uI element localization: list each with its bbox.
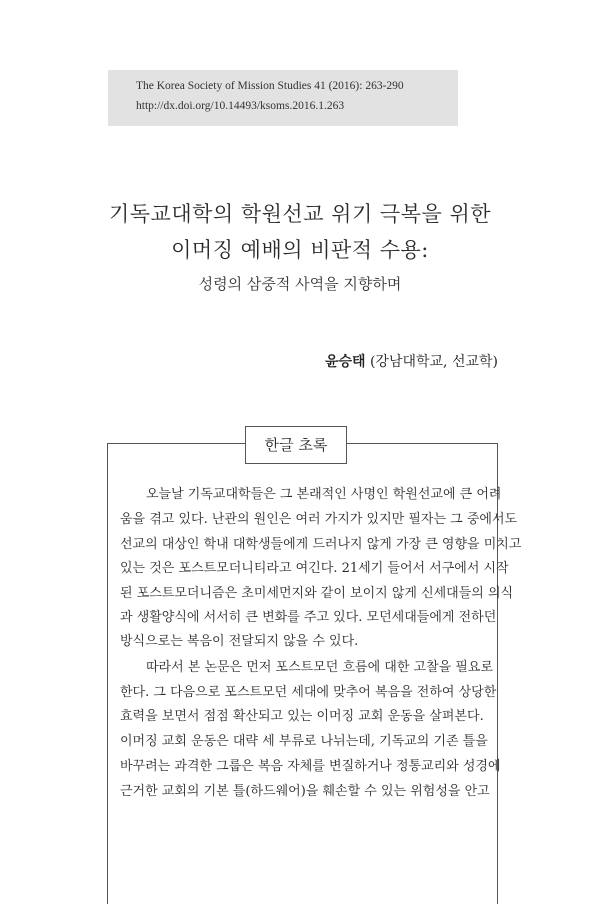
paper-title-line-1: 기독교대학의 학원선교 위기 극복을 위한 [108, 202, 492, 226]
paper-subtitle: 성령의 삼중적 사역을 지향하며 [198, 275, 402, 293]
abstract-line: 근거한 교회의 기본 틀(하드웨어)을 훼손할 수 있는 위험성을 안고 [120, 784, 490, 799]
abstract-line: 효력을 보면서 점점 확산되고 있는 이머징 교회 운동을 살펴본다. [120, 709, 484, 724]
author-block [325, 351, 498, 371]
abstract-line: 이머징 교회 운동은 대략 세 부류로 나뉘는데, 기독교의 기존 틀을 [120, 734, 488, 749]
author-affiliation: (강남대학교, 선교학) [369, 354, 498, 370]
abstract-line: 한다. 그 다음으로 포스트모던 세대에 맞추어 복음을 전하여 상당한 [120, 685, 497, 700]
abstract-line: 오늘날 기독교대학들은 그 본래적인 사명인 학원선교에 큰 어려 [146, 487, 502, 502]
journal-header-box [108, 70, 458, 126]
abstract-line: 과 생활양식에 서서히 큰 변화를 주고 있다. 모던세대들에게 전하던 [120, 610, 497, 625]
abstract-line: 움을 겪고 있다. 난관의 원인은 여러 가지가 있지만 필자는 그 중에서도 [120, 512, 518, 527]
doi-link[interactable]: http://dx.doi.org/10.14493/ksoms.2016.1.263 [136, 100, 345, 112]
abstract-line: 따라서 본 논문은 먼저 포스트모던 흐름에 대한 고찰을 필요로 [146, 660, 494, 675]
journal-citation: The Korea Society of Mission Studies 41 (2016): 263-290 [136, 80, 404, 92]
abstract-line: 있는 것은 포스트모더니티라고 여긴다. 21세기 들어서 서구에서 시작 [120, 561, 509, 576]
abstract-line: 방식으로는 복음이 전달되지 않을 수 있다. [120, 634, 359, 649]
abstract-line: 된 포스트모더니즘은 초미세먼지와 같이 보이지 않게 신세대들의 의식 [120, 586, 514, 601]
paper-title-line-2: 이머징 예배의 비판적 수용: [171, 238, 429, 262]
abstract-label: 한글 초록 [245, 426, 347, 464]
abstract-line: 바꾸려는 과격한 그룹은 복음 자체를 변질하거나 정통교리와 성경에 [120, 759, 501, 774]
author-name: 윤승태 [324, 354, 366, 370]
abstract-line: 선교의 대상인 학내 대학생들에게 드러나지 않게 가장 큰 영향을 미치고 [120, 537, 522, 552]
